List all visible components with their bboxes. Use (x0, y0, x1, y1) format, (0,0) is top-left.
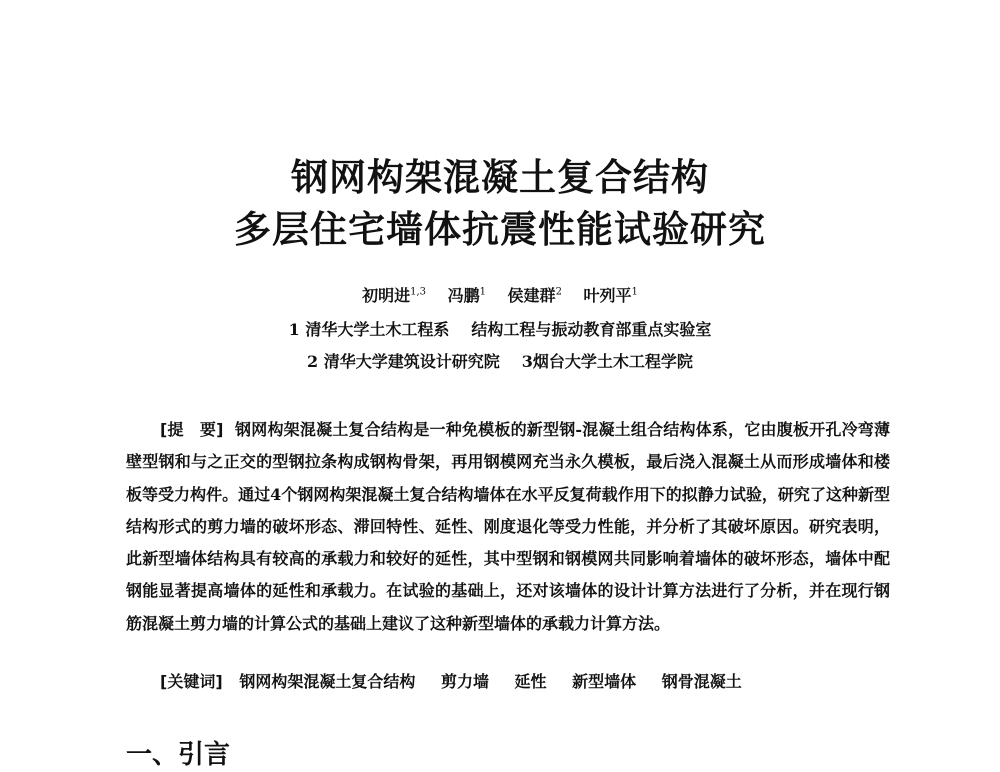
affiliation-number: 2 (307, 352, 319, 371)
author-list (0, 285, 1000, 307)
keyword: 钢骨混凝土 (661, 672, 742, 691)
abstract (126, 414, 890, 640)
author-name: 初明进 (362, 286, 411, 305)
author-affiliation-mark: 1 (631, 286, 638, 298)
keyword: 钢网构架混凝土复合结构 (239, 672, 416, 691)
keywords (160, 671, 762, 693)
affiliation-number: 1 (288, 320, 300, 339)
affiliation-number: 3 (521, 352, 533, 371)
keyword: 延性 (514, 672, 547, 691)
author (584, 286, 638, 305)
affiliation-line-2 (0, 351, 1000, 373)
section-heading: 一、引言 (126, 740, 231, 770)
title-line-2: 多层住宅墙体抗震性能试验研究 (234, 208, 766, 251)
author-affiliation-mark: 2 (555, 286, 562, 298)
affiliation-lab: 结构工程与振动教育部重点实验室 (471, 320, 712, 339)
affiliation-line-1 (0, 319, 1000, 341)
author-affiliation-mark: 1 (479, 286, 486, 298)
keyword: 新型墙体 (572, 672, 637, 691)
affiliation-dept: 清华大学土木工程系 (305, 320, 450, 339)
abstract-label: [提 要] (160, 420, 224, 439)
affiliation-institute: 烟台大学土木工程学院 (532, 352, 693, 371)
author-name: 侯建群 (507, 286, 556, 305)
author (362, 286, 426, 305)
abstract-text: 钢网构架混凝土复合结构是一种免模板的新型钢-混凝土组合结构体系，它由腹板开孔冷弯薄壁型钢和与之正交的型钢拉条构成钢构骨架，再用钢模网充当永久模板，最后浇入混凝土从而形成墙体和楼板等受力构件。通过4个钢网构架混凝土复合结构墙体在水平反复荷载作用下的拟静力试验，研究了这种新型结构形式的剪力墙的破坏形态、滞回特性、延性、刚度退化等受力性能，并分析了其破坏原因。研究表明，此新型墙体结构具有较高的承载力和较好的延性，其中型钢和钢模网共同影响着墙体的破坏形态，墙体中配钢能显著提高墙体的延性和承载力。在试验的基础上，还对该墙体的设计计算方法进行了分析，并在现行钢筋混凝土剪力墙的计算公式的基础上建议了这种新型墙体的承载力计算方法。 (126, 420, 890, 633)
title-line-1: 钢网构架混凝土复合结构 (291, 156, 709, 199)
author-name: 叶列平 (583, 286, 632, 305)
author (448, 286, 486, 305)
affiliation-institute: 清华大学建筑设计研究院 (323, 352, 500, 371)
keyword: 剪力墙 (440, 672, 489, 691)
author (508, 286, 562, 305)
author-affiliation-mark: 1,3 (410, 286, 426, 298)
author-name: 冯鹏 (447, 286, 480, 305)
keywords-label: [关键词] (160, 672, 223, 691)
